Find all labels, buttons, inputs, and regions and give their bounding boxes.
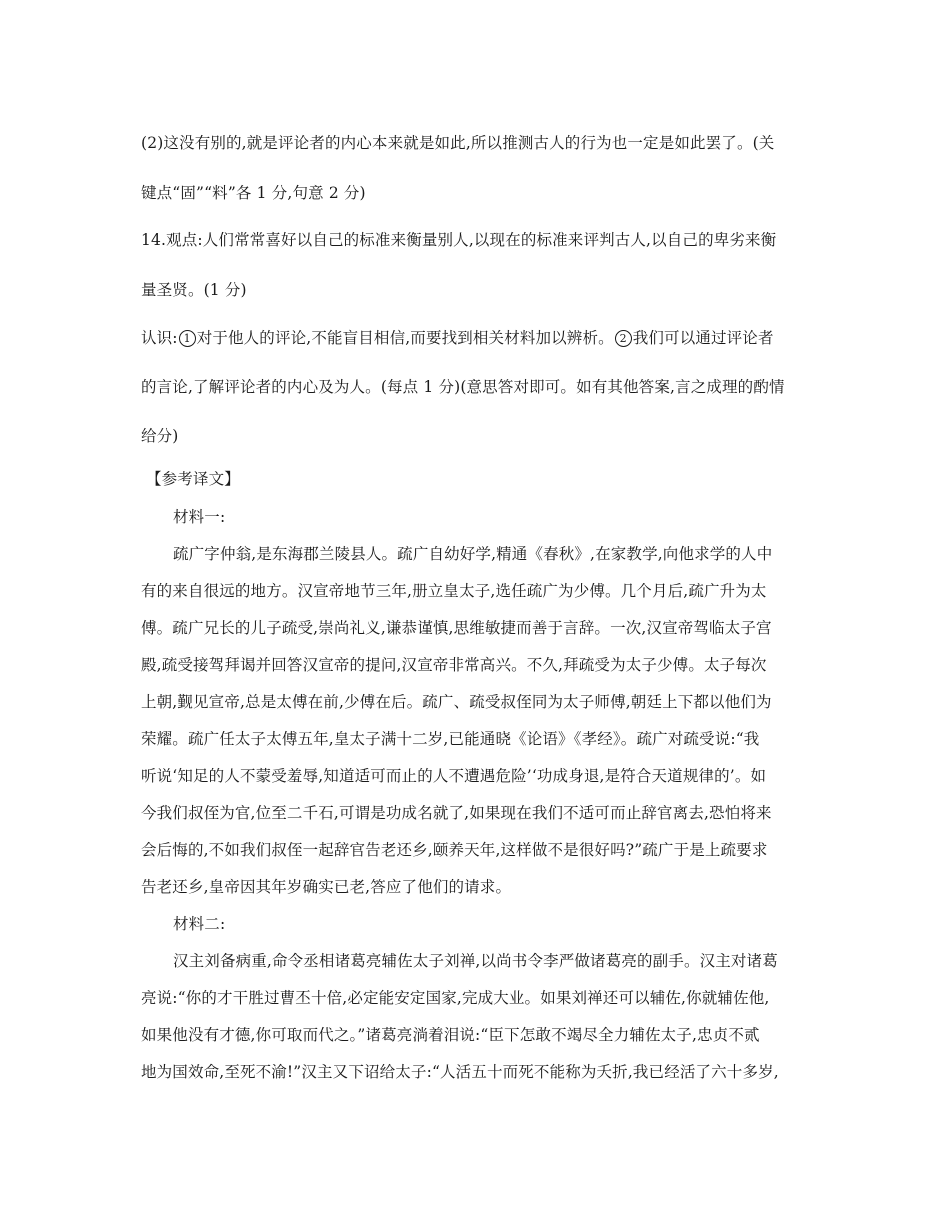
material-1-line: 殿,疏受接驾拜谒并回答汉宣帝的提问,汉宣帝非常高兴。不久,拜疏受为太子少傅。太子每次 [141,656,767,674]
understanding-prefix: 认识: [141,329,178,347]
material-1-line: 上朝,觐见宣帝,总是太傅在前,少傅在后。疏广、疏受叔侄同为太子师傅,朝廷上下都以他们为 [141,693,772,711]
q14-understanding-line-3: 给分) [141,427,179,445]
material-2-line: 亮说:“你的才干胜过曹丕十倍,必定能安定国家,完成大业。如果刘禅还可以辅佐,你就辅佐他, [141,989,770,1007]
material-1-line: 听说‘知足的人不蒙受羞辱,知道适可而止的人不遭遇危险’‘功成身退,是符合天道规律的’。如 [141,767,767,785]
reference-translation-heading: 【参考译文】 [146,470,240,488]
q14-understanding-line-2: 的言论,了解评论者的内心及为人。(每点 1 分)(意思答对即可。如有其他答案,言之成理的酌情 [141,378,785,396]
material-1-line: 疏广字仲翁,是东海郡兰陵县人。疏广自幼好学,精通《春秋》,在家教学,向他求学的人中 [173,545,773,563]
circled-number-1: 1 [179,330,196,347]
material-1-line: 会后悔的,不如我们叔侄一起辞官告老还乡,颐养天年,这样做不是很好吗?”疏广于是上疏要求 [141,841,768,859]
material-2-line: 如果他没有才德,你可取而代之。”诸葛亮淌着泪说:“臣下怎敢不竭尽全力辅佐太子,忠贞不贰 [141,1026,760,1044]
circled-number-2: 2 [615,330,632,347]
material-1-line: 今我们叔侄为官,位至二千石,可谓是功成名就了,如果现在我们不适可而止辞官离去,恐怕将来 [141,804,772,822]
answer-2-line-2: 键点“固”“料”各 1 分,句意 2 分) [141,184,366,202]
q14-viewpoint-line-2: 量圣贤。(1 分) [141,281,247,299]
material-1-label: 材料一: [173,508,226,526]
material-1-line: 告老还乡,皇帝因其年岁确实已老,答应了他们的请求。 [141,878,512,896]
q14-understanding-line-1 [141,328,821,348]
material-2-label: 材料二: [173,915,226,933]
answer-2-line-1: (2)这没有别的,就是评论者的内心本来就是如此,所以推测古人的行为也一定是如此罢了。(关 [141,134,775,152]
material-1-line: 荣耀。疏广任太子太傅五年,皇太子满十二岁,已能通晓《论语》《孝经》。疏广对疏受说:“我 [141,730,760,748]
material-2-line: 汉主刘备病重,命令丞相诸葛亮辅佐太子刘禅,以尚书令李严做诸葛亮的副手。汉主对诸葛 [173,952,778,970]
understanding-point-1: 对于他人的评论,不能盲目相信,而要找到相关材料加以辨析。 [196,329,614,347]
material-1-line: 有的来自很远的地方。汉宣帝地节三年,册立皇太子,选任疏广为少傅。几个月后,疏广升为太 [141,582,767,600]
material-2-line: 地为国效命,至死不渝!”汉主又下诏给太子:“人活五十而死不能称为夭折,我已经活了六十多岁, [141,1063,779,1081]
material-1-line: 傅。疏广兄长的儿子疏受,崇尚礼义,谦恭谨慎,思维敏捷而善于言辞。一次,汉宣帝驾临太子宫 [141,619,772,637]
q14-viewpoint-line-1: 14.观点:人们常常喜好以自己的标准来衡量别人,以现在的标准来评判古人,以自己的卑劣来衡 [141,231,777,249]
understanding-point-2: 我们可以通过评论者 [632,329,774,347]
